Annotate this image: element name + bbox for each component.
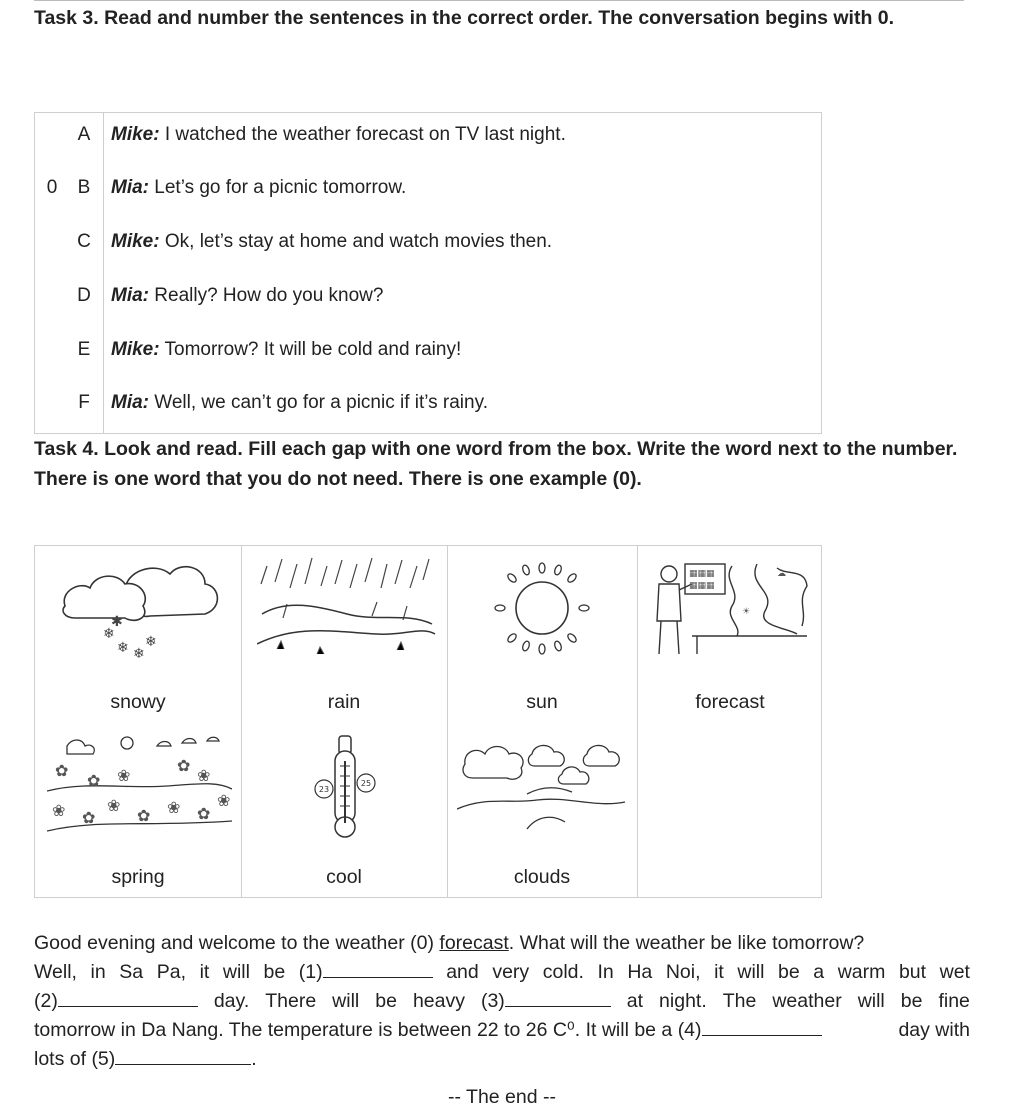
table-row <box>35 276 821 316</box>
svg-text:✿: ✿ <box>87 771 101 790</box>
row-letter: F <box>78 392 90 413</box>
paragraph-text <box>34 929 864 958</box>
thermo-label-right: 25 <box>360 779 372 788</box>
speaker: Mia: <box>111 285 149 306</box>
word: in <box>90 961 106 983</box>
word-snowy: snowy <box>110 691 166 713</box>
word: In <box>597 961 614 983</box>
word: be <box>375 990 397 1012</box>
svg-text:▦▦▦: ▦▦▦ <box>689 581 715 591</box>
word: fine <box>938 990 970 1012</box>
word: warm <box>837 961 886 983</box>
weather-paragraph <box>34 929 970 1074</box>
paragraph-line <box>34 987 970 1016</box>
sentence-text: Tomorrow? It will be cold and rainy! <box>159 339 462 360</box>
word: very <box>492 961 530 983</box>
word-forecast: forecast <box>695 691 765 713</box>
word: be <box>263 961 286 983</box>
gap-4 <box>34 1016 822 1045</box>
word: . <box>251 1048 257 1070</box>
text-span: . What will the weather be like tomorrow? <box>508 932 865 954</box>
svg-text:❀: ❀ <box>217 791 231 810</box>
word: Pa, <box>156 961 186 983</box>
word: The <box>722 990 757 1012</box>
gap-label: (3) <box>480 990 505 1012</box>
table-row <box>35 115 821 155</box>
paragraph-line <box>34 929 970 958</box>
task3-title: Task 3. Read and number the sentences in the correct order. The conversation begins with 0. <box>34 7 895 29</box>
svg-text:✿: ✿ <box>82 808 96 827</box>
sentence <box>111 115 566 155</box>
sentence <box>111 168 406 208</box>
sentence <box>111 222 552 262</box>
svg-text:☀: ☀ <box>742 607 751 617</box>
word: a <box>813 961 825 983</box>
word: be <box>900 990 923 1012</box>
row-letter: C <box>77 231 91 252</box>
svg-text:❄: ❄ <box>133 646 145 662</box>
paragraph-line <box>34 1016 970 1045</box>
word: Noi, <box>665 961 701 983</box>
blank-5[interactable] <box>115 1046 251 1065</box>
gap-3 <box>481 987 611 1016</box>
weather-presenter-icon <box>647 556 812 661</box>
word: heavy <box>412 990 465 1012</box>
gap-1 <box>299 958 433 987</box>
sentence-text: Ok, let’s stay at home and watch movies then. <box>159 231 553 252</box>
word: will <box>222 961 250 983</box>
order-number[interactable]: 0 <box>46 177 58 198</box>
snow-cloud-icon <box>55 556 225 666</box>
sentence <box>111 330 461 370</box>
blank-3[interactable] <box>505 988 611 1007</box>
word: it <box>714 961 724 983</box>
word: but <box>898 961 927 983</box>
sentence-text: Well, we can’t go for a picnic if it’s rainy. <box>149 392 488 413</box>
spring-flowers-icon <box>47 731 232 841</box>
word-rain: rain <box>327 691 361 713</box>
svg-text:✿: ✿ <box>177 756 191 775</box>
grid-divider <box>637 546 638 897</box>
word: it <box>199 961 210 983</box>
table-row <box>35 330 821 370</box>
row-letter: E <box>77 339 91 360</box>
grid-divider <box>241 546 242 897</box>
svg-text:✿: ✿ <box>55 761 69 780</box>
row-letter: D <box>77 285 91 306</box>
paragraph-line <box>34 958 970 987</box>
svg-text:✿: ✿ <box>137 806 151 825</box>
sentence-text: I watched the weather forecast on TV last night. <box>159 124 566 145</box>
svg-text:❀: ❀ <box>197 766 211 785</box>
word-clouds: clouds <box>513 866 571 888</box>
svg-text:❄: ❄ <box>117 640 129 656</box>
word: at <box>626 990 644 1012</box>
speaker: Mia: <box>111 392 149 413</box>
speaker: Mike: <box>111 339 160 360</box>
table-row <box>35 383 821 423</box>
word: Well, <box>34 961 77 983</box>
speaker: Mike: <box>111 124 160 145</box>
sentence <box>111 276 383 316</box>
word: wet <box>939 961 970 983</box>
svg-text:❀: ❀ <box>52 801 66 820</box>
blank-2[interactable] <box>58 988 198 1007</box>
gap-2 <box>34 987 198 1016</box>
word-spring: spring <box>111 866 165 888</box>
word: Sa <box>119 961 144 983</box>
word: cold. <box>542 961 584 983</box>
word: and <box>446 961 479 983</box>
sun-icon <box>485 556 600 661</box>
gap-label: (1) <box>298 961 323 983</box>
word: will <box>737 961 765 983</box>
word-cool: cool <box>326 866 362 888</box>
svg-text:❀: ❀ <box>117 766 131 785</box>
svg-text:❀: ❀ <box>167 798 181 817</box>
svg-text:✱: ✱ <box>111 614 123 630</box>
svg-text:❄: ❄ <box>103 626 115 642</box>
clouds-icon <box>457 734 627 839</box>
gap-5 <box>34 1045 257 1074</box>
table-row <box>35 222 821 262</box>
gap-label: lots of (5) <box>34 1048 116 1070</box>
the-end: -- The end -- <box>447 1086 556 1108</box>
task4-title: Task 4. Look and read. Fill each gap with one word from the box. Write the word next to the number. There is one word that you do not need. There is one example (0). <box>34 438 958 490</box>
sentence-text: Let’s go for a picnic tomorrow. <box>149 177 407 198</box>
blank-1[interactable] <box>323 959 433 978</box>
word-box <box>34 545 822 898</box>
svg-text:☁: ☁ <box>777 569 786 579</box>
top-rule <box>34 0 964 1</box>
text-span: tomorrow in Da Nang. The temperature is between 22 to 26 C⁰. It will be a (4) <box>34 1019 702 1041</box>
rain-icon <box>257 554 437 664</box>
sentence-text: Really? How do you know? <box>149 285 384 306</box>
svg-text:❀: ❀ <box>107 796 121 815</box>
svg-text:▦▦▦: ▦▦▦ <box>689 569 715 579</box>
table-row <box>35 168 821 208</box>
row-letter: A <box>77 124 91 145</box>
speaker: Mike: <box>111 231 160 252</box>
word: will <box>332 990 360 1012</box>
word: Ha <box>627 961 653 983</box>
word: weather <box>772 990 842 1012</box>
gap-label: (2) <box>34 990 58 1012</box>
word-sun: sun <box>526 691 558 713</box>
word: day. <box>213 990 250 1012</box>
thermo-label-left: 23 <box>318 785 330 794</box>
word: be <box>778 961 800 983</box>
word: night. <box>659 990 707 1012</box>
paragraph-line <box>34 1045 970 1074</box>
blank-4[interactable] <box>702 1017 822 1036</box>
text-span: Good evening and welcome to the weather (0) <box>34 932 440 954</box>
grid-divider <box>447 546 448 897</box>
task3-table <box>34 112 822 434</box>
word: There <box>265 990 317 1012</box>
word: will <box>857 990 885 1012</box>
svg-text:❄: ❄ <box>145 634 157 650</box>
example-answer: forecast <box>439 932 509 954</box>
word: day with <box>898 1019 970 1041</box>
sentence <box>111 383 488 423</box>
row-letter: B <box>77 177 91 198</box>
speaker: Mia: <box>111 177 149 198</box>
svg-text:✿: ✿ <box>197 804 211 823</box>
thermometer-icon <box>310 731 380 846</box>
